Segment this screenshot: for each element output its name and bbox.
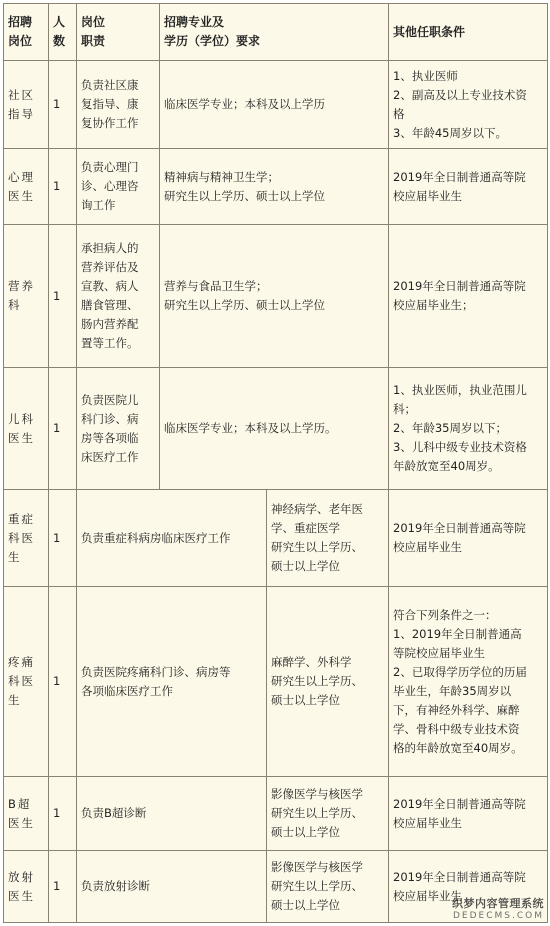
watermark bbox=[452, 898, 544, 922]
cell-duty: 负责B超诊断 bbox=[77, 777, 267, 851]
cell-count: 1 bbox=[49, 851, 77, 923]
cell-count: 1 bbox=[49, 368, 77, 490]
cell-requirement: 神经病学、老年医 学、重症医学 研究生以上学历、 硕士以上学位 bbox=[267, 490, 389, 587]
cell-count: 1 bbox=[49, 777, 77, 851]
table-row bbox=[4, 61, 548, 149]
recruitment-table bbox=[3, 3, 548, 923]
header-count: 人 数 bbox=[49, 4, 77, 61]
table-row bbox=[4, 490, 548, 587]
cell-duty: 负责心理门 诊、心理咨 询工作 bbox=[77, 149, 160, 225]
table-row bbox=[4, 587, 548, 777]
cell-requirement: 影像医学与核医学 研究生以上学历、 硕士以上学位 bbox=[267, 777, 389, 851]
cell-requirement: 精神病与精神卫生学； 研究生以上学历、硕士以上学位 bbox=[160, 149, 389, 225]
cell-count: 1 bbox=[49, 587, 77, 777]
cell-requirement: 营养与食品卫生学； 研究生以上学历、硕士以上学位 bbox=[160, 225, 389, 368]
watermark-domain: DEDECMS.COM bbox=[453, 911, 544, 921]
cell-position: 重症 科医 生 bbox=[4, 490, 49, 587]
cell-conditions: 2019年全日制普通高等院 校应届毕业生 bbox=[389, 777, 548, 851]
cell-position: 儿科 医生 bbox=[4, 368, 49, 490]
cell-position: 疼痛 科医 生 bbox=[4, 587, 49, 777]
cell-duty: 负责重症科病房临床医疗工作 bbox=[77, 490, 267, 587]
cell-duty: 负责医院疼痛科门诊、病房等 各项临床医疗工作 bbox=[77, 587, 267, 777]
cell-conditions: 1、执业医师，执业范围儿 科； 2、年龄35周岁以下； 3、儿科中级专业技术资格 年龄放宽至40周岁。 bbox=[389, 368, 548, 490]
header-position: 招聘 岗位 bbox=[4, 4, 49, 61]
cell-position: 社区 指导 bbox=[4, 61, 49, 149]
cell-requirement: 临床医学专业；本科及以上学历。 bbox=[160, 368, 389, 490]
cell-count: 1 bbox=[49, 490, 77, 587]
cell-position: B超 医生 bbox=[4, 777, 49, 851]
cell-conditions: 1、执业医师 2、副高及以上专业技术资 格 3、年龄45周岁以下。 bbox=[389, 61, 548, 149]
cell-position: 放射 医生 bbox=[4, 851, 49, 923]
cell-conditions: 2019年全日制普通高等院 校应届毕业生 bbox=[389, 490, 548, 587]
cell-count: 1 bbox=[49, 61, 77, 149]
cell-requirement: 影像医学与核医学 研究生以上学历、 硕士以上学位 bbox=[267, 851, 389, 923]
cell-duty: 负责社区康 复指导、康 复协作工作 bbox=[77, 61, 160, 149]
header-conditions: 其他任职条件 bbox=[389, 4, 548, 61]
cell-count: 1 bbox=[49, 149, 77, 225]
cell-requirement: 麻醉学、外科学 研究生以上学历、 硕士以上学位 bbox=[267, 587, 389, 777]
watermark-text: 织梦内容管理系统 bbox=[452, 897, 544, 910]
cell-count: 1 bbox=[49, 225, 77, 368]
header-row bbox=[4, 4, 548, 61]
table-row bbox=[4, 368, 548, 490]
cell-conditions: 2019年全日制普通高等院 校应届毕业生 bbox=[389, 851, 548, 923]
header-duty: 岗位 职责 bbox=[77, 4, 160, 61]
cell-duty: 承担病人的 营养评估及 宣教、病人 膳食管理、 肠内营养配 置等工作。 bbox=[77, 225, 160, 368]
cell-conditions: 符合下列条件之一： 1、2019年全日制普通高 等院校应届毕业生 2、已取得学历学位的历届 毕业生，年龄35周岁以 下，有神经外科学、麻醉 学、骨科中级专业技术资 格的年龄放宽至40周岁。 bbox=[389, 587, 548, 777]
header-requirement: 招聘专业及 学历（学位）要求 bbox=[160, 4, 389, 61]
table-row bbox=[4, 777, 548, 851]
cell-conditions: 2019年全日制普通高等院 校应届毕业生 bbox=[389, 149, 548, 225]
table-row bbox=[4, 149, 548, 225]
cell-position: 心理 医生 bbox=[4, 149, 49, 225]
cell-duty: 负责放射诊断 bbox=[77, 851, 267, 923]
cell-conditions: 2019年全日制普通高等院 校应届毕业生； bbox=[389, 225, 548, 368]
cell-position: 营养 科 bbox=[4, 225, 49, 368]
table-row bbox=[4, 225, 548, 368]
cell-requirement: 临床医学专业；本科及以上学历 bbox=[160, 61, 389, 149]
cell-duty: 负责医院儿 科门诊、病 房等各项临 床医疗工作 bbox=[77, 368, 160, 490]
